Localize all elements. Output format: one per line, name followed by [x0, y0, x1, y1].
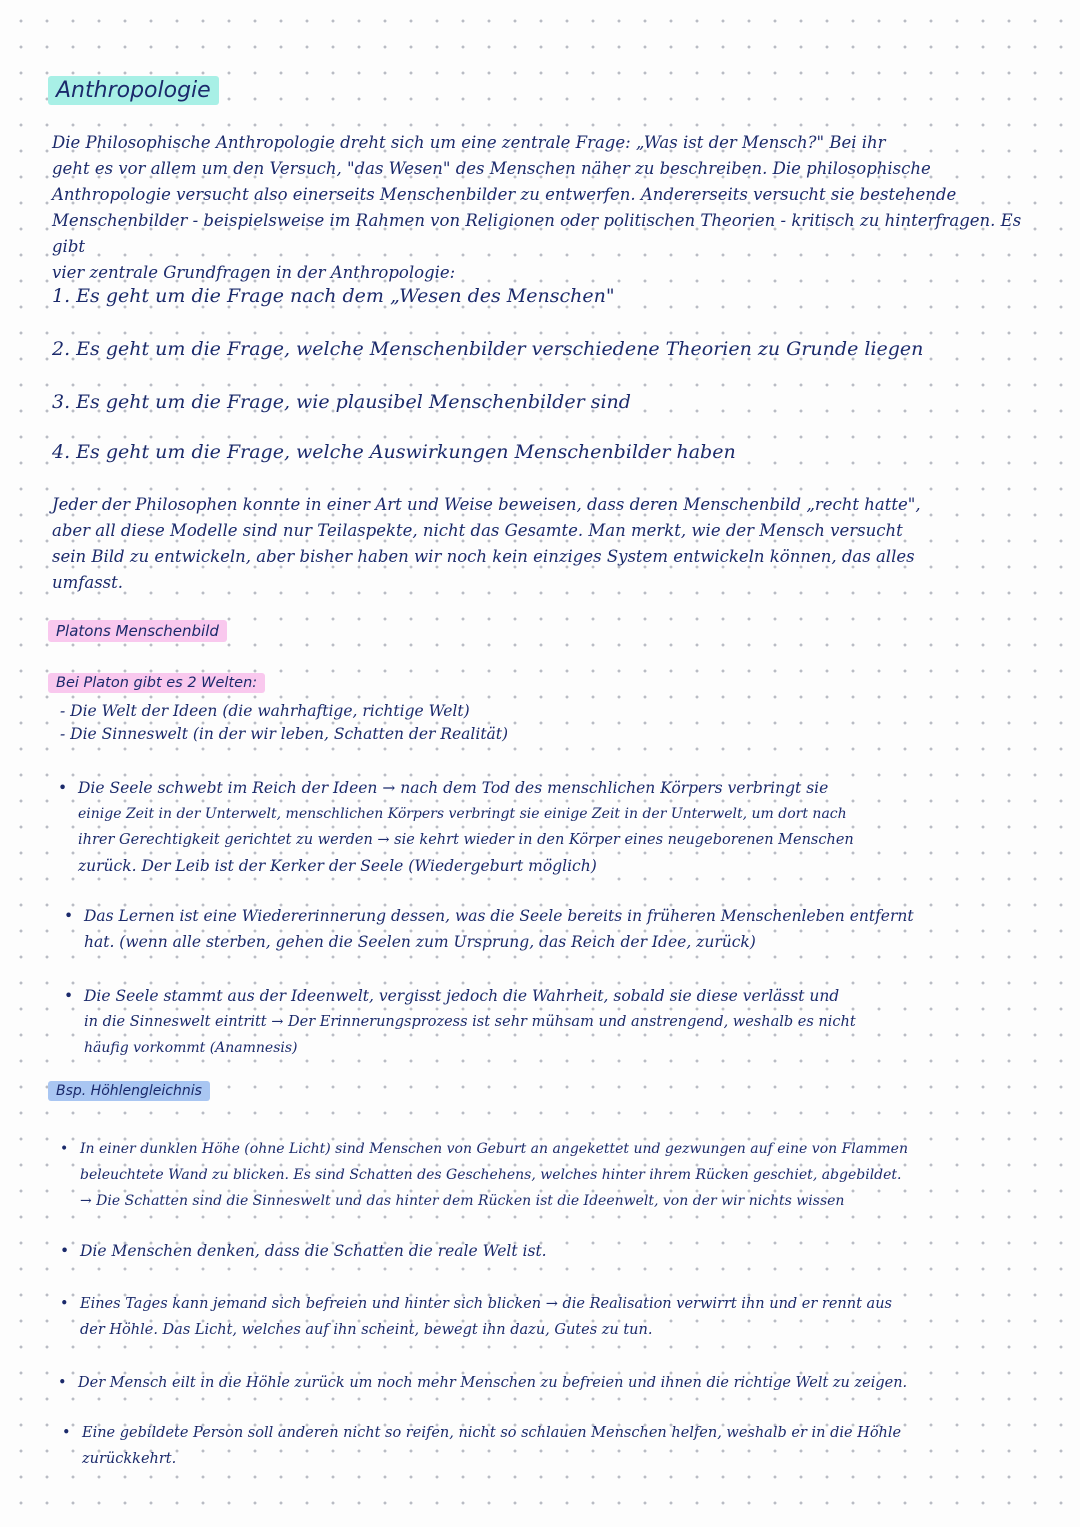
hoehle-bullet-4 [58, 1370, 1053, 1396]
question-1: 1. Es geht um die Frage nach dem „Wesen des Menschen" [52, 285, 615, 307]
list-item: - Die Welt der Ideen (die wahrhaftige, richtige Welt) [60, 702, 470, 720]
bullet-line: → Die Schatten sind die Sinneswelt und das hinter dem Rücken ist die Ideenwelt, von der wir nichts wissen [80, 1193, 845, 1209]
page-title: Anthropologie [48, 76, 219, 105]
worlds-heading: Bei Platon gibt es 2 Welten: [48, 673, 265, 693]
bullet-line: zurück. Der Leib ist der Kerker der Seele (Wiedergeburt möglich) [78, 857, 597, 875]
conclusion-line: aber all diese Modelle sind nur Teilaspekte, nicht das Gesamte. Man merkt, wie der Mensch versucht [52, 521, 903, 540]
bullet-line: Eines Tages kann jemand sich befreien und hinter sich blicken → die Realisation verwirrt ihn und er rennt aus [80, 1296, 892, 1312]
intro-line: Menschenbilder - beispielsweise im Rahmen von Religionen oder politischen Theorien - kritisch zu hinterfragen. Es gibt [52, 211, 1022, 256]
bullet-line: einige Zeit in der Unterwelt, menschlichen Körpers verbringt sie einige Zeit in der Unterwelt, um dort nach [78, 806, 847, 822]
list-item: - Die Sinneswelt (in der wir leben, Schatten der Realität) [60, 725, 509, 743]
intro-line: geht es vor allem um den Versuch, "das Wesen" des Menschen näher zu beschreiben. Die philosophische [52, 159, 931, 178]
intro-line: Die Philosophische Anthropologie dreht sich um eine zentrale Frage: „Was ist der Mensch?" Bei ihr [52, 133, 886, 152]
bullet-line: Eine gebildete Person soll anderen nicht so reifen, nicht so schlauen Menschen helfen, weshalb er in die Höhle [82, 1425, 902, 1441]
hoehle-bullet-2 [60, 1238, 1055, 1264]
intro-line: vier zentrale Grundfragen in der Anthropologie: [52, 263, 456, 282]
question-2: 2. Es geht um die Frage, welche Menschenbilder verschiedene Theorien zu Grunde liegen [52, 338, 924, 360]
bullet-dot: • [64, 987, 74, 1005]
bullet-dot: • [58, 779, 68, 797]
bullet-dot: • [60, 1141, 69, 1157]
bullet-line: In einer dunklen Höhe (ohne Licht) sind Menschen von Geburt an angekettet und gezwungen auf eine von Flammen [80, 1141, 908, 1157]
bullet-line: Das Lernen ist eine Wiedererinnerung dessen, was die Seele bereits in früheren Menschenleben entfernt [84, 907, 914, 925]
section-heading-hoehle: Bsp. Höhlengleichnis [48, 1081, 210, 1101]
platon-bullet-3 [64, 983, 1059, 1061]
bullet-dot: • [60, 1296, 69, 1312]
bullet-line: der Höhle. Das Licht, welches auf ihn scheint, bewegt ihn dazu, Gutes zu tun. [80, 1322, 653, 1338]
question-4: 4. Es geht um die Frage, welche Auswirkungen Menschenbilder haben [52, 441, 736, 463]
bullet-line: Die Menschen denken, dass die Schatten die reale Welt ist. [80, 1242, 547, 1260]
platon-bullet-1 [58, 775, 1053, 879]
intro-line: Anthropologie versucht also einerseits Menschenbilder zu entwerfen. Andererseits versucht sie bestehende [52, 185, 957, 204]
bullet-line: hat. (wenn alle sterben, gehen die Seelen zum Ursprung, das Reich der Idee, zurück) [84, 933, 756, 951]
bullet-line: Die Seele stammt aus der Ideenwelt, vergisst jedoch die Wahrheit, sobald sie diese verlässt und [84, 987, 840, 1005]
hoehle-bullet-5 [62, 1420, 1057, 1472]
bullet-dot: • [60, 1242, 70, 1260]
bullet-dot: • [62, 1425, 71, 1441]
bullet-line: häufig vorkommt (Anamnesis) [84, 1040, 298, 1056]
conclusion-line: Jeder der Philosophen konnte in einer Art und Weise beweisen, dass deren Menschenbild „recht hatte", [52, 495, 921, 514]
worlds-list [60, 700, 1040, 746]
bullet-line: beleuchtete Wand zu blicken. Es sind Schatten des Geschehens, welches hinter ihrem Rücken geschiet, abgebildet. [80, 1167, 902, 1183]
bullet-dot: • [64, 907, 74, 925]
bullet-dot: • [58, 1375, 67, 1391]
bullet-line: zurückkehrt. [82, 1451, 177, 1467]
bullet-line: Der Mensch eilt in die Höhle zurück um noch mehr Menschen zu befreien und ihnen die richtige Welt zu zeigen. [78, 1375, 908, 1391]
bullet-line: ihrer Gerechtigkeit gerichtet zu werden → sie kehrt wieder in den Körper eines neugeborenen Menschen [78, 832, 854, 848]
question-3: 3. Es geht um die Frage, wie plausibel Menschenbilder sind [52, 391, 631, 413]
conclusion-line: sein Bild zu entwickeln, aber bisher haben wir noch kein einziges System entwickeln können, das alles [52, 547, 915, 566]
intro-paragraph [52, 130, 1042, 286]
conclusion-line: umfasst. [52, 573, 124, 592]
bullet-line: Die Seele schwebt im Reich der Ideen → nach dem Tod des menschlichen Körpers verbringt sie [78, 779, 829, 797]
hoehle-bullet-3 [60, 1291, 1055, 1343]
bullet-line: in die Sinneswelt eintritt → Der Erinnerungsprozess ist sehr mühsam und anstrengend, weshalb es nicht [84, 1014, 856, 1030]
conclusion-paragraph [52, 492, 1042, 596]
section-heading-platon: Platons Menschenbild [48, 620, 227, 642]
platon-bullet-2 [64, 903, 1059, 955]
hoehle-bullet-1 [60, 1136, 1055, 1214]
